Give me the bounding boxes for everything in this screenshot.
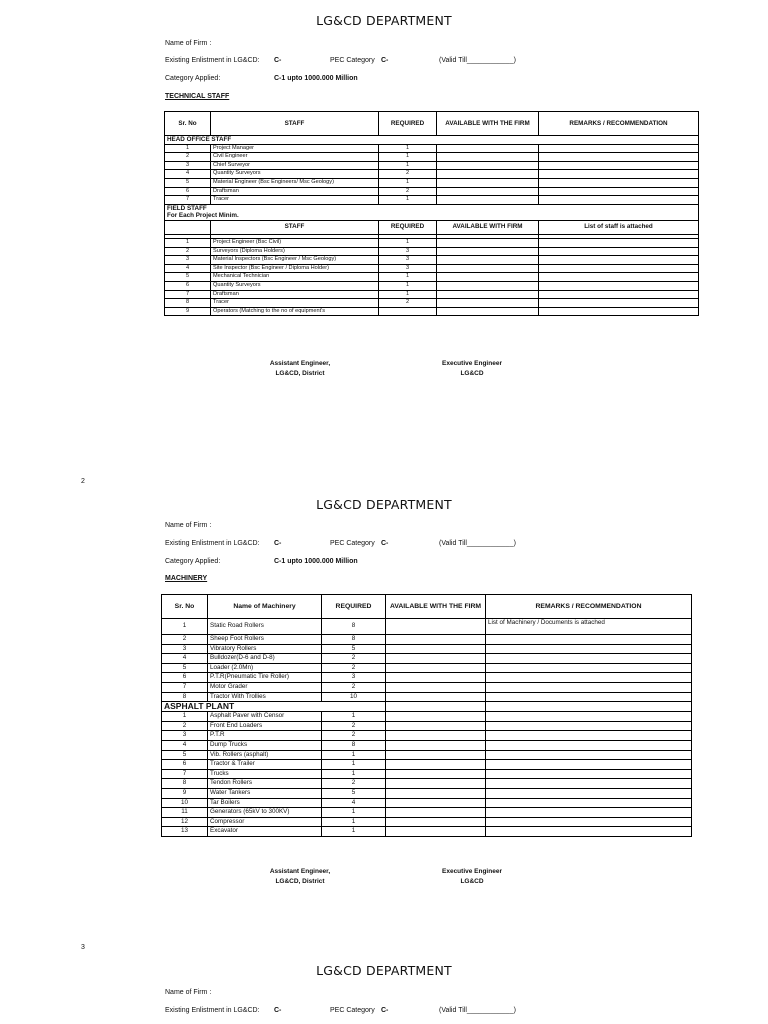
cell-remarks	[539, 290, 699, 299]
cell-name: Compressor	[208, 817, 322, 827]
cell-remarks	[486, 740, 692, 750]
cell-available	[386, 769, 486, 779]
header-staff: STAFF	[211, 112, 379, 136]
cell-available	[386, 731, 486, 741]
header-sr-no: Sr. No	[165, 112, 211, 136]
cell-required: 1	[379, 144, 437, 153]
page2-name-of-firm: Name of Firm :	[165, 522, 212, 529]
cell-sr: 8	[162, 692, 208, 702]
cell-name: Vibratory Rollers	[208, 644, 322, 654]
cell-sr: 9	[162, 788, 208, 798]
field-staff-row	[165, 307, 699, 316]
cell-available	[437, 178, 539, 187]
page1-signature-right	[422, 359, 522, 379]
cell-required: 5	[322, 644, 386, 654]
cell-name: Draftsman	[211, 187, 379, 196]
field-header-available: AVAILABLE WITH FIRM	[437, 220, 539, 234]
cell-remarks	[539, 273, 699, 282]
cell-remarks	[486, 692, 692, 702]
page1-name-of-firm: Name of Firm :	[165, 40, 212, 47]
page2-category-value: C-1 upto 1000.000 Million	[274, 558, 358, 565]
page3-existing-value: C-	[274, 1007, 282, 1014]
cell-required: 5	[322, 788, 386, 798]
cell-sr: 10	[162, 798, 208, 808]
cell-required: 1	[379, 178, 437, 187]
header-required: REQUIRED	[379, 112, 437, 136]
page1-category-value: C-1 upto 1000.000 Million	[274, 75, 358, 82]
page1-title: LG&CD DEPARTMENT	[316, 13, 452, 28]
cell-sr: 9	[165, 307, 211, 316]
machinery-row	[162, 654, 692, 664]
cell-machinery: Static Road Rollers	[208, 619, 322, 635]
cell-name: Vib. Rollers (asphalt)	[208, 750, 322, 760]
cell-remarks	[539, 196, 699, 205]
cell-required: 1	[379, 238, 437, 247]
asphalt-row	[162, 721, 692, 731]
page2-title: LG&CD DEPARTMENT	[316, 497, 452, 512]
table-header-row	[162, 595, 692, 619]
cell-name: Quantity Surveyors	[211, 170, 379, 179]
cell-required: 8	[322, 740, 386, 750]
remark-note: List of Machinery / Documents is attached	[486, 619, 692, 635]
sig-right-title: Executive Engineer	[442, 360, 502, 367]
cell-available	[386, 663, 486, 673]
cell-available	[386, 827, 486, 837]
cell-sr: 11	[162, 808, 208, 818]
cell-name: Project Manager	[211, 144, 379, 153]
field-staff-label: FIELD STAFF	[165, 204, 699, 212]
cell-remarks	[486, 769, 692, 779]
cell-name: Tendon Rollers	[208, 779, 322, 789]
cell-remarks	[539, 264, 699, 273]
cell-remarks	[486, 779, 692, 789]
cell-available	[437, 161, 539, 170]
machinery-table	[161, 594, 692, 837]
page3-pec-label: PEC Category	[330, 1007, 375, 1014]
cell-sr: 2	[162, 635, 208, 645]
page3-title: LG&CD DEPARTMENT	[316, 963, 452, 978]
cell-name: Asphalt Paver with Censor	[208, 712, 322, 722]
cell-required: 3	[379, 247, 437, 256]
page2-pec-value: C-	[381, 540, 389, 547]
sig-right-dept: LG&CD	[460, 370, 484, 377]
page2-valid-till: (Valid Till____________)	[439, 540, 516, 547]
cell-name: Chief Surveyor	[211, 161, 379, 170]
sig-left-title: Assistant Engineer,	[269, 360, 331, 367]
cell-name: Tractor With Trollies	[208, 692, 322, 702]
machinery-row	[162, 635, 692, 645]
field-staff-row	[165, 247, 699, 256]
cell-available	[437, 144, 539, 153]
cell-required: 1	[379, 290, 437, 299]
field-staff-row	[165, 256, 699, 265]
cell-required: 1	[379, 273, 437, 282]
cell-name: Mechanical Technician	[211, 273, 379, 282]
machinery-row	[162, 673, 692, 683]
cell-remarks	[486, 760, 692, 770]
page3-valid-till: (Valid Till____________)	[439, 1007, 516, 1014]
cell-sr: 1	[162, 619, 208, 635]
cell-available	[386, 760, 486, 770]
asphalt-row	[162, 779, 692, 789]
sig-right-dept: LG&CD	[460, 878, 484, 885]
cell-available	[386, 788, 486, 798]
cell-required: 1	[322, 712, 386, 722]
cell-name: Operators (Matching to the no of equipment's	[211, 307, 379, 316]
field-staff-sublabel: For Each Project Minim.	[165, 212, 699, 220]
cell-sr: 5	[165, 273, 211, 282]
cell-sr: 7	[165, 196, 211, 205]
cell-required: 1	[322, 827, 386, 837]
asphalt-plant-label: ASPHALT PLANT	[162, 702, 322, 712]
cell-sr: 7	[162, 682, 208, 692]
cell-required: 1	[322, 760, 386, 770]
page-number-3: 3	[81, 944, 85, 951]
cell-remarks	[539, 153, 699, 162]
page1-existing-value: C-	[274, 57, 282, 64]
cell-sr: 5	[162, 750, 208, 760]
cell-sr: 1	[162, 712, 208, 722]
field-header-required: REQUIRED	[379, 220, 437, 234]
cell-remarks	[486, 731, 692, 741]
cell-remarks	[539, 161, 699, 170]
head-office-row	[165, 196, 699, 205]
sig-right-title: Executive Engineer	[442, 868, 502, 875]
cell-sr: 3	[165, 256, 211, 265]
asphalt-row	[162, 712, 692, 722]
cell-remarks	[539, 307, 699, 316]
page1-valid-till: (Valid Till____________)	[439, 57, 516, 64]
header-available: AVAILABLE WITH THE FIRM	[386, 595, 486, 619]
head-office-row	[165, 161, 699, 170]
cell-name: Tracer	[211, 299, 379, 308]
cell-available	[386, 798, 486, 808]
cell-name: Tar Boilers	[208, 798, 322, 808]
cell-sr: 12	[162, 817, 208, 827]
cell-required: 1	[322, 817, 386, 827]
cell-required: 2	[322, 731, 386, 741]
cell-remarks	[486, 654, 692, 664]
asphalt-row	[162, 750, 692, 760]
asphalt-row	[162, 740, 692, 750]
cell-remarks	[486, 817, 692, 827]
cell-required: 8	[322, 619, 386, 635]
cell-required: 1	[322, 769, 386, 779]
cell-remarks	[486, 682, 692, 692]
sig-left-district: LG&CD, District	[275, 878, 325, 885]
cell-name: Tracer	[211, 196, 379, 205]
cell-available	[437, 307, 539, 316]
cell-available	[437, 264, 539, 273]
asphalt-row	[162, 808, 692, 818]
cell-remarks	[486, 663, 692, 673]
page2-category-label: Category Applied:	[165, 558, 221, 565]
cell-required: 2	[379, 299, 437, 308]
field-header-staff: STAFF	[211, 220, 379, 234]
cell-remarks	[486, 827, 692, 837]
cell-remarks	[539, 187, 699, 196]
cell-sr: 13	[162, 827, 208, 837]
cell-sr: 3	[162, 644, 208, 654]
table-header-row	[165, 112, 699, 136]
cell-sr: 8	[165, 299, 211, 308]
page2-signature-left	[250, 867, 350, 887]
cell-name: Project Engineer (Bsc Civil)	[211, 238, 379, 247]
asphalt-row	[162, 827, 692, 837]
cell-available	[386, 682, 486, 692]
cell-required: 2	[379, 170, 437, 179]
cell-available	[386, 619, 486, 635]
cell-required: 2	[322, 779, 386, 789]
head-office-row	[165, 153, 699, 162]
cell-required: 1	[379, 153, 437, 162]
cell-remarks	[486, 712, 692, 722]
page3-pec-value: C-	[381, 1007, 389, 1014]
header-available: AVAILABLE WITH THE FIRM	[437, 112, 539, 136]
cell-name: Generators (65kV to 300KV)	[208, 808, 322, 818]
cell-remarks	[539, 247, 699, 256]
cell-available	[437, 187, 539, 196]
cell-required: 4	[322, 798, 386, 808]
cell-sr: 1	[165, 144, 211, 153]
cell-remarks	[539, 256, 699, 265]
page2-existing-label: Existing Enlistment in LG&CD:	[165, 540, 260, 547]
cell-sr: 3	[165, 161, 211, 170]
page-number-2: 2	[81, 478, 85, 485]
cell-remarks	[539, 238, 699, 247]
cell-sr: 6	[165, 281, 211, 290]
field-staff-row	[165, 290, 699, 299]
cell-required: 3	[322, 673, 386, 683]
cell-required: 2	[379, 187, 437, 196]
asphalt-row	[162, 817, 692, 827]
cell-sr: 8	[162, 779, 208, 789]
field-staff-row	[165, 238, 699, 247]
cell-available	[437, 281, 539, 290]
cell-sr: 6	[165, 187, 211, 196]
header-required: REQUIRED	[322, 595, 386, 619]
cell-sr: 4	[165, 170, 211, 179]
page1-pec-value: C-	[381, 57, 389, 64]
cell-remarks	[539, 178, 699, 187]
cell-sr: 5	[165, 178, 211, 187]
cell-available	[437, 299, 539, 308]
cell-available	[437, 153, 539, 162]
field-staff-row	[165, 281, 699, 290]
cell-required: 1	[379, 281, 437, 290]
cell-name: Bulldozer(D-6 and D-8)	[208, 654, 322, 664]
cell-available	[437, 247, 539, 256]
cell-remarks	[486, 798, 692, 808]
cell-name: Motor Grader	[208, 682, 322, 692]
cell-required: 2	[322, 721, 386, 731]
page1-signature-left	[250, 359, 350, 379]
cell-required: 1	[379, 161, 437, 170]
cell-name: Excavator	[208, 827, 322, 837]
cell-available	[437, 273, 539, 282]
machinery-row	[162, 663, 692, 673]
cell-sr: 4	[162, 654, 208, 664]
cell-required: 8	[322, 635, 386, 645]
page2-pec-label: PEC Category	[330, 540, 375, 547]
cell-available	[386, 673, 486, 683]
technical-staff-table	[164, 111, 699, 316]
machinery-row	[162, 619, 692, 635]
cell-available	[437, 196, 539, 205]
header-sr-no: Sr. No	[162, 595, 208, 619]
cell-name: Tractor & Trailer	[208, 760, 322, 770]
page2-signature-right	[422, 867, 522, 887]
header-name-of-machinery: Name of Machinery	[208, 595, 322, 619]
head-office-label: HEAD OFFICE STAFF	[165, 136, 699, 145]
cell-required: 1	[322, 750, 386, 760]
field-staff-row	[165, 299, 699, 308]
field-header-row	[165, 220, 699, 234]
cell-required: 2	[322, 682, 386, 692]
header-remarks: REMARKS / RECOMMENDATION	[539, 112, 699, 136]
cell-sr: 1	[165, 238, 211, 247]
cell-available	[386, 808, 486, 818]
cell-sr: 4	[162, 740, 208, 750]
cell-available	[386, 654, 486, 664]
cell-available	[437, 170, 539, 179]
machinery-row	[162, 644, 692, 654]
page1-section-title: TECHNICAL STAFF	[165, 93, 230, 100]
cell-name: Civil Engineer	[211, 153, 379, 162]
cell-required	[379, 307, 437, 316]
head-office-row	[165, 187, 699, 196]
cell-remarks	[486, 673, 692, 683]
asphalt-row	[162, 731, 692, 741]
cell-sr: 2	[162, 721, 208, 731]
cell-required: 1	[322, 808, 386, 818]
cell-required: 1	[379, 196, 437, 205]
cell-sr: 2	[165, 247, 211, 256]
page2-existing-value: C-	[274, 540, 282, 547]
cell-name: Draftsman	[211, 290, 379, 299]
head-office-row	[165, 170, 699, 179]
cell-available	[386, 817, 486, 827]
cell-name: P.T.R	[208, 731, 322, 741]
cell-required: 10	[322, 692, 386, 702]
cell-sr: 6	[162, 760, 208, 770]
cell-available	[386, 721, 486, 731]
cell-name: Quantity Surveyors	[211, 281, 379, 290]
sig-left-district: LG&CD, District	[275, 370, 325, 377]
cell-name: Front End Loaders	[208, 721, 322, 731]
asphalt-row	[162, 798, 692, 808]
page3-existing-label: Existing Enlistment in LG&CD:	[165, 1007, 260, 1014]
cell-sr: 4	[165, 264, 211, 273]
header-remarks: REMARKS / RECOMMENDATION	[486, 595, 692, 619]
cell-name: Loader (2.0Mn)	[208, 663, 322, 673]
asphalt-plant-row	[162, 702, 692, 712]
cell-available	[386, 750, 486, 760]
cell-remarks	[539, 299, 699, 308]
cell-name: Sheep Foot Rollers	[208, 635, 322, 645]
cell-available	[437, 238, 539, 247]
page3-name-of-firm: Name of Firm :	[165, 989, 212, 996]
head-office-row	[165, 144, 699, 153]
field-staff-row	[165, 273, 699, 282]
page2-section-title: MACHINERY	[165, 575, 208, 582]
cell-name: Surveyors (Diploma Holders)	[211, 247, 379, 256]
asphalt-row	[162, 788, 692, 798]
cell-available	[437, 256, 539, 265]
cell-name: Water Tankers	[208, 788, 322, 798]
cell-remarks	[486, 635, 692, 645]
cell-sr: 6	[162, 673, 208, 683]
cell-remarks	[486, 721, 692, 731]
cell-remarks	[539, 170, 699, 179]
cell-remarks	[486, 808, 692, 818]
cell-name: Trucks	[208, 769, 322, 779]
cell-remarks	[486, 788, 692, 798]
cell-required: 2	[322, 654, 386, 664]
cell-available	[386, 635, 486, 645]
cell-name: Dump Trucks	[208, 740, 322, 750]
cell-name: Material Engineer (Bsc Engineers/ Msc Geology)	[211, 178, 379, 187]
head-office-row	[165, 178, 699, 187]
cell-available	[386, 779, 486, 789]
cell-sr: 3	[162, 731, 208, 741]
cell-available	[386, 644, 486, 654]
page1-pec-label: PEC Category	[330, 57, 375, 64]
cell-remarks	[486, 644, 692, 654]
cell-name: Material Inspectors (Bsc Engineer / Msc Geology)	[211, 256, 379, 265]
cell-sr: 7	[165, 290, 211, 299]
field-staff-row	[165, 264, 699, 273]
sig-left-title: Assistant Engineer,	[269, 868, 331, 875]
cell-remarks	[539, 281, 699, 290]
cell-required: 3	[379, 264, 437, 273]
asphalt-row	[162, 760, 692, 770]
asphalt-row	[162, 769, 692, 779]
cell-name: Site Inspector (Bsc Engineer / Diploma Holder)	[211, 264, 379, 273]
page1-existing-label: Existing Enlistment in LG&CD:	[165, 57, 260, 64]
cell-remarks	[486, 750, 692, 760]
cell-remarks	[539, 144, 699, 153]
field-header-remarks: List of staff is attached	[539, 220, 699, 234]
machinery-row	[162, 692, 692, 702]
cell-sr: 7	[162, 769, 208, 779]
cell-available	[437, 290, 539, 299]
cell-sr: 2	[165, 153, 211, 162]
cell-available	[386, 712, 486, 722]
cell-required: 2	[322, 663, 386, 673]
page1-category-label: Category Applied:	[165, 75, 221, 82]
cell-available	[386, 740, 486, 750]
cell-required: 3	[379, 256, 437, 265]
machinery-row	[162, 682, 692, 692]
cell-name: P.T.R(Pneumatic Tire Roller)	[208, 673, 322, 683]
cell-available	[386, 692, 486, 702]
cell-sr: 5	[162, 663, 208, 673]
